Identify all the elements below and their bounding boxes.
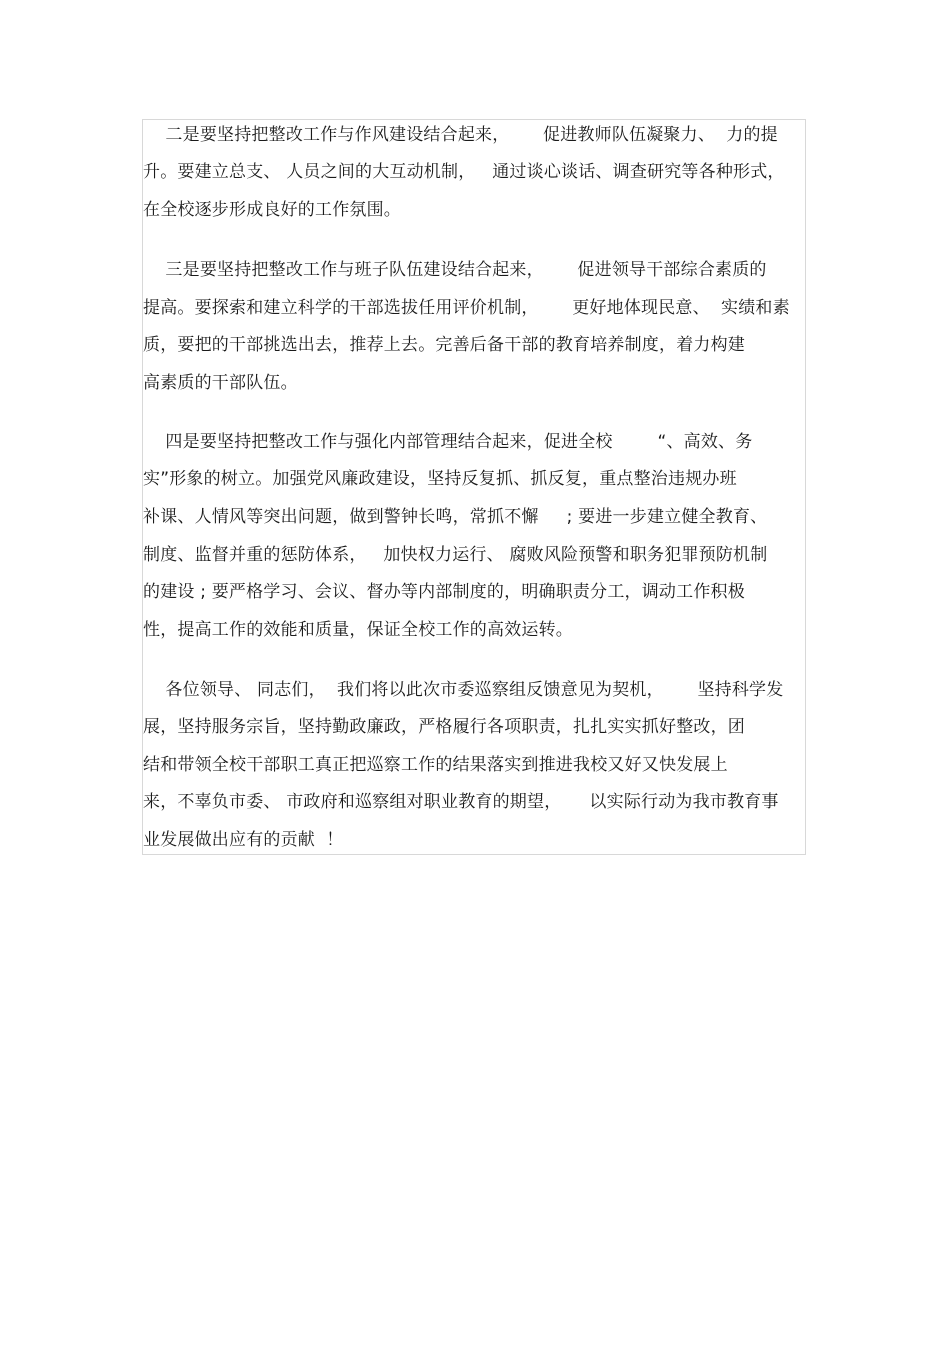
paragraph-3-line-2: 实”形象的树立。加强党风廉政建设，坚持反复抓、抓反复，重点整治违规办班 — [143, 469, 737, 489]
paragraph-2-line-4: 高素质的干部队伍。 — [143, 373, 298, 393]
paragraph-3-line-3: 补课、人情风等突出问题，做到警钟长鸣，常抓不懈 ; 要进一步建立健全教育、 — [143, 507, 768, 527]
paragraph-3-line-1: 四是要坚持把整改工作与强化内部管理结合起来，促进全校 “、高效、务 — [143, 432, 753, 452]
paragraph-3-line-6: 性，提高工作的效能和质量，保证全校工作的高效运转。 — [143, 620, 573, 640]
paragraph-1-line-1: 二是要坚持把整改工作与作风建设结合起来， 促进教师队伍凝聚力、 力的提 — [143, 125, 778, 145]
paragraph-2-line-1: 三是要坚持把整改工作与班子队伍建设结合起来， 促进领导干部综合素质的 — [143, 260, 767, 280]
paragraph-3-line-4: 制度、监督并重的惩防体系， 加快权力运行、 腐败风险预警和职务犯罪预防机制 — [143, 545, 768, 565]
paragraph-2-line-3: 质，要把的干部挑选出去，推荐上去。完善后备干部的教育培养制度，着力构建 — [143, 335, 745, 355]
paragraph-4-line-5: 业发展做出应有的贡献 ！ — [143, 830, 344, 850]
paragraph-4-line-3: 结和带领全校干部职工真正把巡察工作的结果落实到推进我校又好又快发展上 — [143, 755, 728, 775]
paragraph-4-line-1: 各位领导、 同志们， 我们将以此次市委巡察组反馈意见为契机， 坚持科学发 — [143, 680, 784, 700]
paragraph-1-line-2: 升。要建立总支、 人员之间的大互动机制， 通过谈心谈话、调查研究等各种形式， — [143, 162, 785, 182]
paragraph-2-line-2: 提高。要探索和建立科学的干部选拔任用评价机制， 更好地体现民意、 实绩和素 — [143, 298, 790, 318]
paragraph-1-line-3: 在全校逐步形成良好的工作氛围。 — [143, 200, 401, 220]
paragraph-4-line-2: 展，坚持服务宗旨，坚持勤政廉政，严格履行各项职责，扎扎实实抓好整改，团 — [143, 717, 745, 737]
paragraph-3-line-5: 的建设 ; 要严格学习、会议、督办等内部制度的，明确职责分工，调动工作积极 — [143, 582, 745, 602]
paragraph-4-line-4: 来，不辜负市委、 市政府和巡察组对职业教育的期望， 以实际行动为我市教育事 — [143, 792, 779, 812]
